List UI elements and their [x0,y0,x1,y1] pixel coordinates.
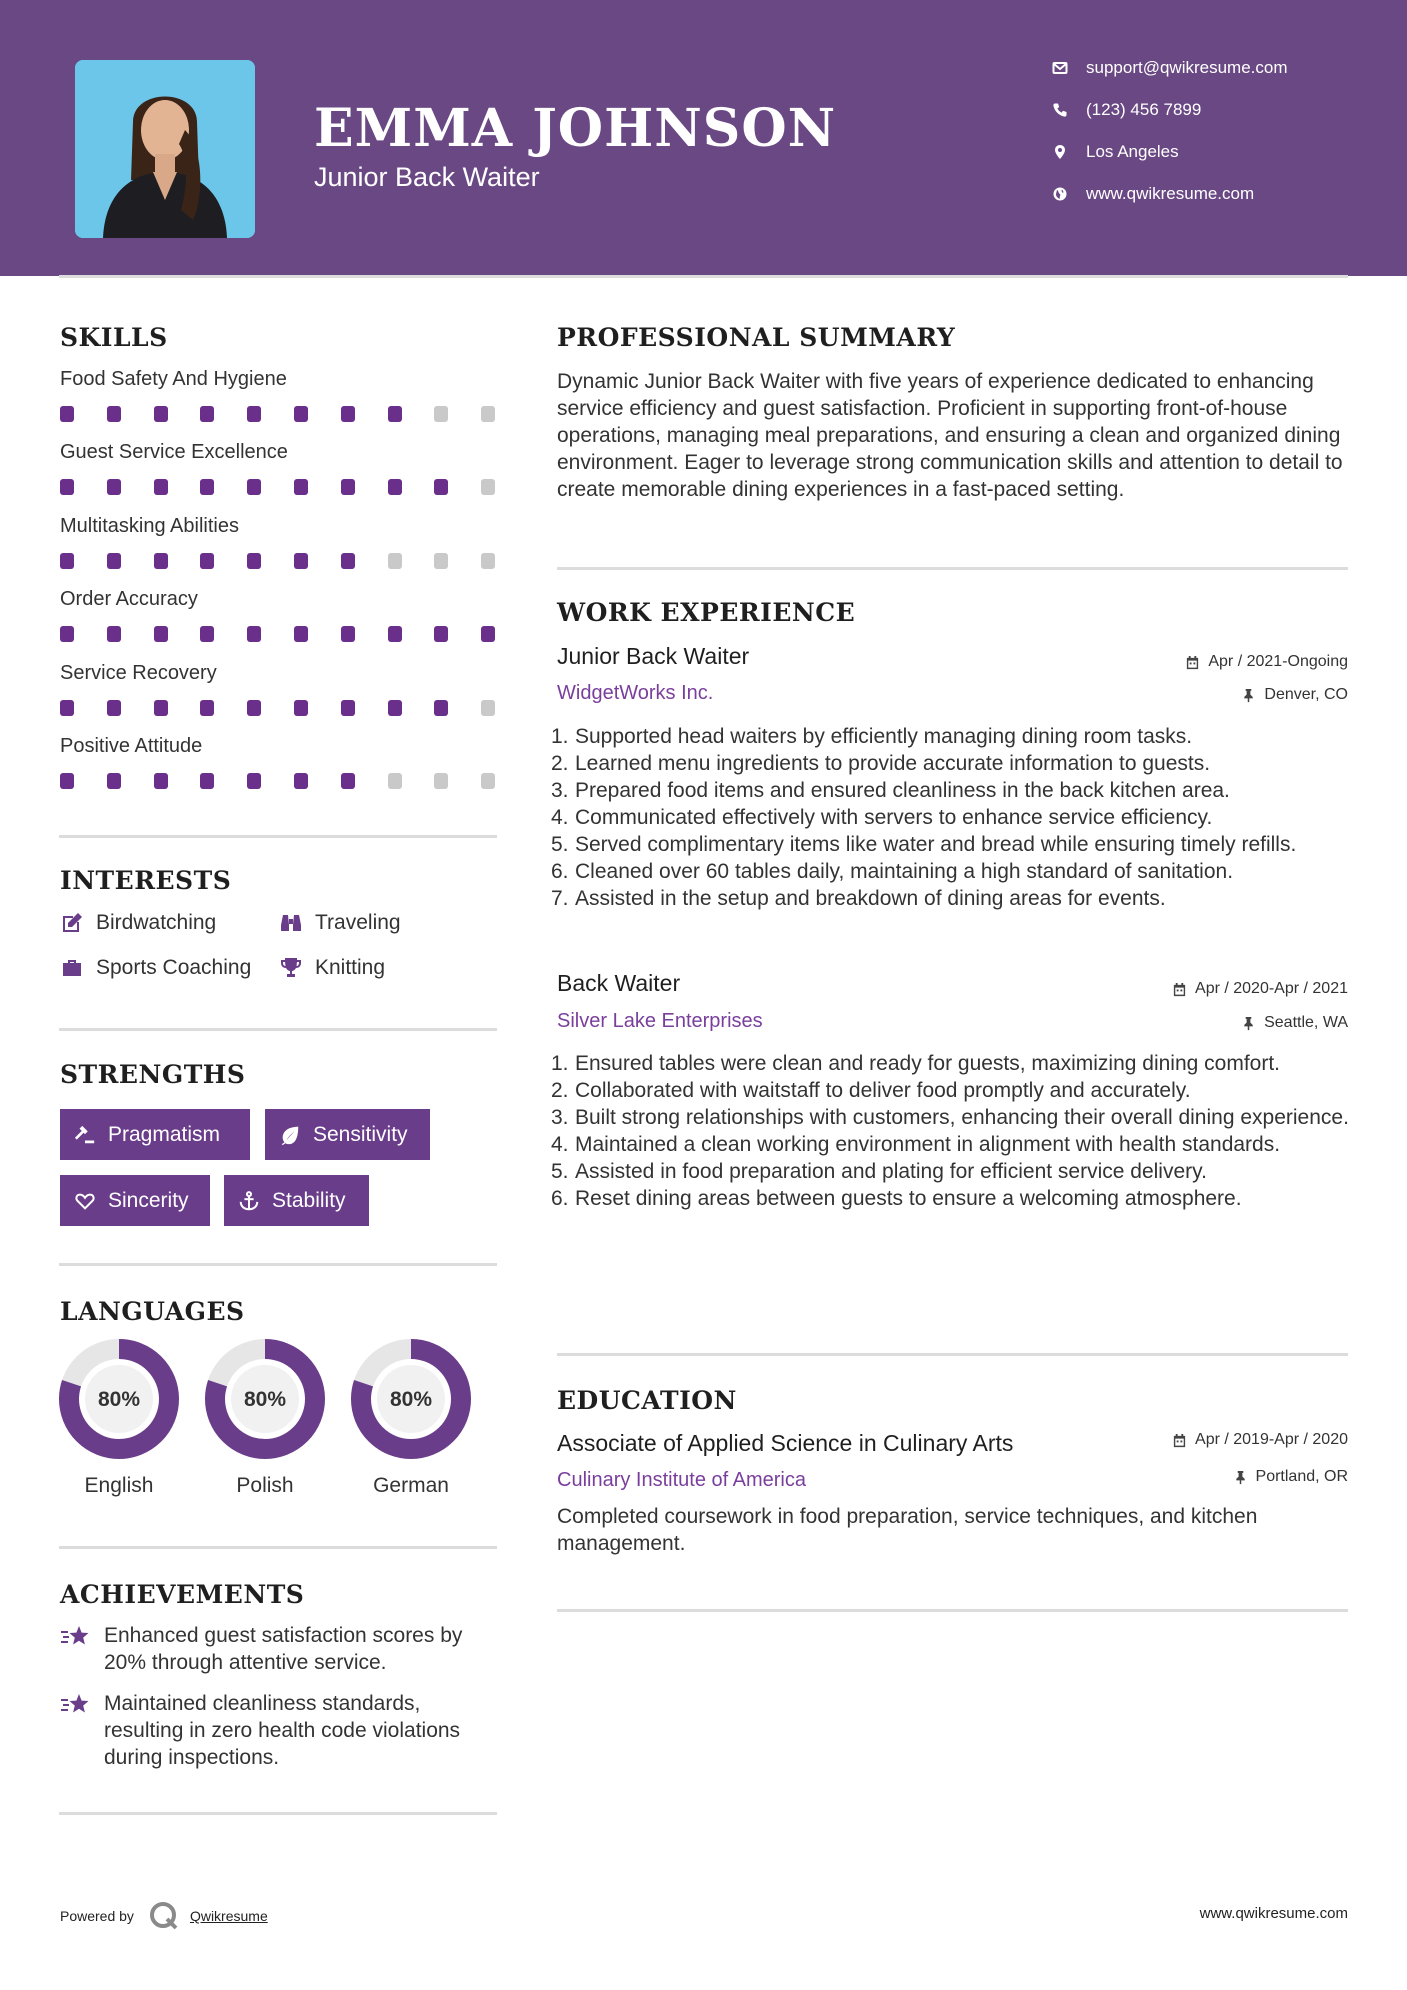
rating-dot-filled [434,626,448,642]
language-percent: 80% [97,1388,141,1411]
education-description: Completed coursework in food preparation, service techniques, and kitchen management. [557,1505,1258,1555]
rating-dot-filled [60,626,74,642]
skill-label: Service Recovery [60,662,217,684]
rating-dot-filled [388,626,402,642]
rating-dot-filled [60,479,74,495]
resume-header [0,0,1407,276]
languages-heading: LANGUAGES [60,1297,245,1326]
rating-dot-empty [434,406,448,422]
interest-item: Traveling [279,911,401,935]
skill-label: Multitasking Abilities [60,515,239,537]
rating-dot-filled [294,700,308,716]
strength-chip: Stability [224,1175,369,1226]
donut-chart [58,1338,180,1460]
achievement-item: Enhanced guest satisfaction scores by 20% through attentive service. [60,1622,500,1676]
experience-heading: WORK EXPERIENCE [557,598,856,627]
skill-rating [60,479,500,495]
rating-dot-filled [154,479,168,495]
duty-item: 5. Assisted in food preparation and plating for efficient service delivery. [551,1160,1207,1183]
job-dates: Apr / 2021-Ongoing [1185,653,1348,671]
rating-dot-filled [107,553,121,569]
rating-dot-filled [294,773,308,789]
school-name: Culinary Institute of America [557,1469,806,1491]
language-name: German [373,1474,449,1497]
duty-item: 6. Cleaned over 60 tables daily, maintaining a high standard of sanitation. [551,860,1234,883]
achievement-item: Maintained cleanliness standards, resulting in zero health code violations during inspections. [60,1690,500,1771]
strengths-heading: STRENGTHS [60,1060,246,1089]
job-title: Back Waiter [557,970,681,996]
rating-dot-filled [434,700,448,716]
rating-dot-filled [154,553,168,569]
divider [59,1812,497,1815]
divider [59,1028,497,1031]
divider [557,1609,1348,1612]
anchor-icon [238,1190,260,1212]
rating-dot-filled [294,553,308,569]
rating-dot-filled [341,406,355,422]
gavel-icon [74,1124,96,1146]
summary-text: Dynamic Junior Back Waiter with five years of experience dedicated to enhancing service efficiency and guest satisfaction. Proficient in supporting front-of-house operations, managing meal preparations, and ensuring a clean and organized dining environment. Eager to leverage strong communication skills and attention to detail to create memorable dining experiences in a fast-paced setting. [557,370,1343,501]
divider [557,1353,1348,1356]
strength-chip: Sincerity [60,1175,210,1226]
rating-dot-filled [154,773,168,789]
summary-heading: PROFESSIONAL SUMMARY [557,323,956,352]
shooting-star-icon [60,1624,92,1650]
skills-heading: SKILLS [60,323,168,352]
donut-chart [204,1338,326,1460]
interest-item: Birdwatching [60,911,216,935]
duty-item: 4. Communicated effectively with servers to enhance service efficiency. [551,806,1213,829]
rating-dot-filled [154,626,168,642]
skill-label: Positive Attitude [60,735,203,757]
rating-dot-filled [341,479,355,495]
rating-dot-filled [388,406,402,422]
rating-dot-filled [154,406,168,422]
rating-dot-empty [481,700,495,716]
degree-title: Associate of Applied Science in Culinary Arts [557,1430,1014,1456]
rating-dot-empty [388,773,402,789]
rating-dot-filled [107,626,121,642]
divider [59,1546,497,1549]
rating-dot-empty [481,479,495,495]
contact-location: Los Angeles [1050,142,1179,162]
language-percent: 80% [243,1388,287,1411]
duty-item: 1. Ensured tables were clean and ready for guests, maximizing dining comfort. [551,1052,1281,1075]
pencil-square-icon [60,911,84,935]
rating-dot-filled [200,626,214,642]
rating-dot-empty [481,773,495,789]
rating-dot-filled [247,479,261,495]
qwikresume-logo-icon [148,1900,180,1932]
briefcase-icon [60,956,84,980]
education-heading: EDUCATION [557,1386,737,1415]
pushpin-icon [1233,1470,1248,1485]
shooting-star-icon [60,1692,92,1718]
rating-dot-filled [388,700,402,716]
company-name: Silver Lake Enterprises [557,1010,763,1032]
rating-dot-filled [200,773,214,789]
globe-icon [1050,184,1070,204]
education-dates: Apr / 2019-Apr / 2020 [1172,1431,1348,1449]
footer-powered-by: Powered by Qwikresume [60,1900,268,1932]
map-pin-icon [1050,142,1070,162]
rating-dot-empty [434,553,448,569]
rating-dot-filled [294,626,308,642]
trophy-icon [279,956,303,980]
duty-item: 2. Learned menu ingredients to provide accurate information to guests. [551,752,1211,775]
rating-dot-filled [434,479,448,495]
duty-item: 1. Supported head waiters by efficiently managing dining room tasks. [551,725,1193,748]
language-gauge [58,1338,180,1498]
rating-dot-filled [247,626,261,642]
rating-dot-filled [294,479,308,495]
qwikresume-link[interactable]: Qwikresume [189,1908,268,1924]
company-name: WidgetWorks Inc. [557,682,714,704]
job-location: Seattle, WA [1241,1014,1348,1032]
rating-dot-filled [247,700,261,716]
strength-chip: Sensitivity [265,1109,430,1160]
heart-icon [74,1190,96,1212]
rating-dot-filled [154,700,168,716]
duty-item: 6. Reset dining areas between guests to ensure a welcoming atmosphere. [551,1187,1242,1210]
rating-dot-filled [294,406,308,422]
header-divider [59,275,1348,278]
phone-icon [1050,100,1070,120]
contact-website[interactable]: www.qwikresume.com [1050,184,1254,204]
rating-dot-filled [60,773,74,789]
candidate-name: EMMA JOHNSON [314,98,837,159]
footer-website[interactable]: www.qwikresume.com [1199,1905,1348,1922]
rating-dot-filled [481,626,495,642]
rating-dot-filled [247,406,261,422]
donut-chart [350,1338,472,1460]
rating-dot-filled [247,553,261,569]
job-location: Denver, CO [1241,686,1348,704]
interests-heading: INTERESTS [60,866,232,895]
rating-dot-filled [247,773,261,789]
language-gauge [350,1338,472,1498]
skill-rating [60,626,500,642]
job-duties [553,1050,1353,1212]
divider [59,1263,497,1266]
calendar-icon [1185,655,1200,670]
rating-dot-filled [60,553,74,569]
rating-dot-empty [481,406,495,422]
skill-rating [60,406,500,422]
rating-dot-filled [60,700,74,716]
language-percent: 80% [389,1388,433,1411]
education-location: Portland, OR [1233,1468,1348,1486]
calendar-icon [1172,1433,1187,1448]
rating-dot-empty [481,553,495,569]
job-dates: Apr / 2020-Apr / 2021 [1172,980,1348,998]
pushpin-icon [1241,1016,1256,1031]
rating-dot-filled [107,700,121,716]
person-avatar-icon [75,60,255,238]
rating-dot-filled [200,479,214,495]
skill-label: Order Accuracy [60,588,198,610]
rating-dot-filled [341,700,355,716]
rating-dot-empty [434,773,448,789]
skill-rating [60,773,500,789]
rating-dot-filled [200,700,214,716]
rating-dot-filled [60,406,74,422]
rating-dot-filled [341,553,355,569]
rating-dot-filled [200,406,214,422]
profile-photo [75,60,255,238]
divider [59,835,497,838]
language-gauge [204,1338,326,1498]
leaf-icon [279,1124,301,1146]
rating-dot-filled [200,553,214,569]
duty-item: 3. Built strong relationships with customers, enhancing their overall dining experience. [551,1106,1349,1129]
rating-dot-empty [388,553,402,569]
language-name: English [84,1474,154,1497]
skill-rating [60,700,500,716]
binoculars-icon [279,911,303,935]
duty-item: 2. Collaborated with waitstaff to deliver food promptly and accurately. [551,1079,1191,1102]
contact-phone[interactable]: (123) 456 7899 [1050,100,1201,120]
rating-dot-filled [107,406,121,422]
strength-chip: Pragmatism [60,1109,250,1160]
interest-item: Knitting [279,956,385,980]
achievements-heading: ACHIEVEMENTS [60,1580,305,1609]
duty-item: 5. Served complimentary items like water and bread while ensuring timely refills. [551,833,1297,856]
envelope-icon [1050,58,1070,78]
rating-dot-filled [388,479,402,495]
rating-dot-filled [107,479,121,495]
rating-dot-filled [107,773,121,789]
calendar-icon [1172,982,1187,997]
skill-label: Guest Service Excellence [60,441,288,463]
job-duties [553,723,1353,912]
contact-email[interactable]: support@qwikresume.com [1050,58,1288,78]
language-name: Polish [236,1474,294,1497]
rating-dot-filled [341,626,355,642]
duty-item: 3. Prepared food items and ensured cleanliness in the back kitchen area. [551,779,1230,802]
candidate-role: Junior Back Waiter [314,162,540,192]
pushpin-icon [1241,688,1256,703]
duty-item: 4. Maintained a clean working environment in alignment with health standards. [551,1133,1281,1156]
rating-dot-filled [341,773,355,789]
divider [557,567,1348,570]
skill-rating [60,553,500,569]
interest-item: Sports Coaching [60,956,251,980]
skill-label: Food Safety And Hygiene [60,368,287,390]
job-title: Junior Back Waiter [557,643,750,669]
duty-item: 7. Assisted in the setup and breakdown of dining areas for events. [551,887,1166,910]
